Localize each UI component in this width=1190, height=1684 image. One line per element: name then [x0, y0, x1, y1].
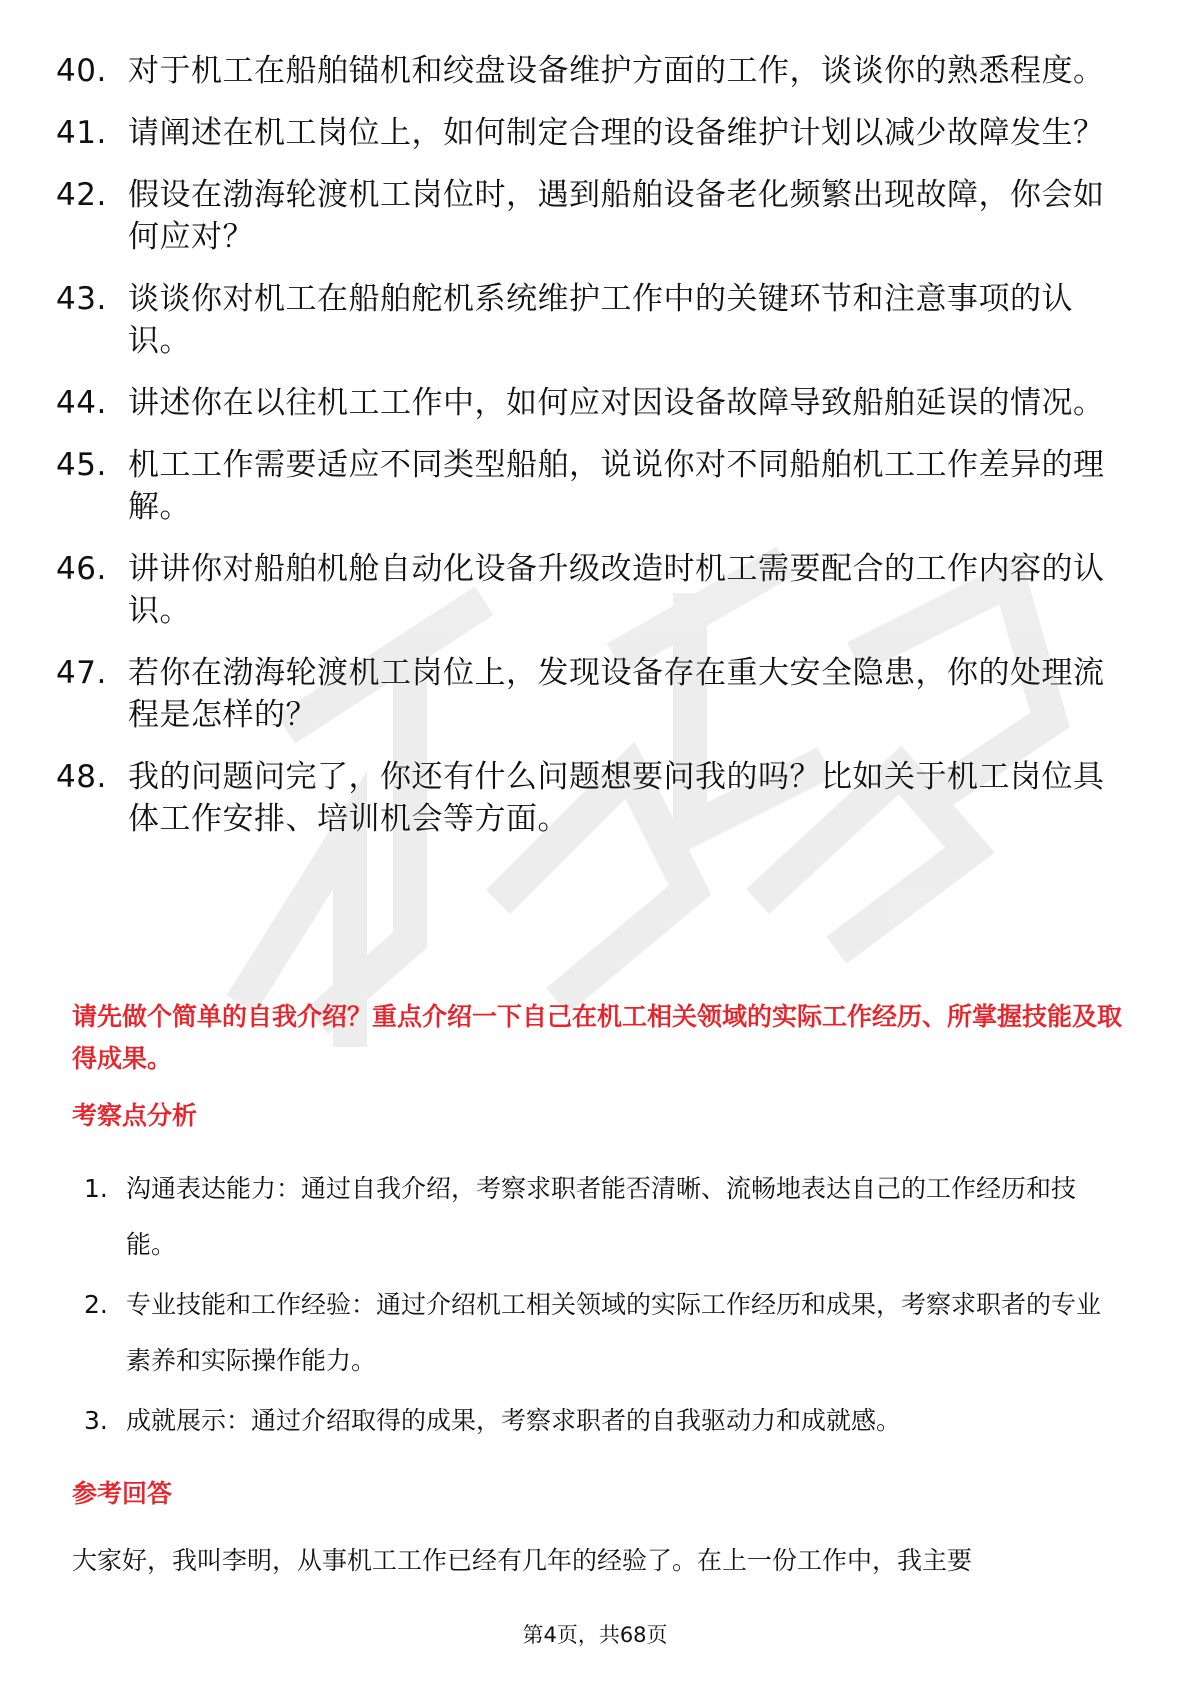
- analysis-number: 3.: [84, 1406, 108, 1435]
- question-item: [56, 278, 1116, 362]
- question-item: [56, 50, 1116, 92]
- question-number: 45.: [56, 447, 107, 483]
- question-number: 43.: [56, 281, 107, 317]
- question-text: 请阐述在机工岗位上，如何制定合理的设备维护计划以减少故障发生？: [128, 115, 1105, 151]
- question-number: 46.: [56, 551, 107, 587]
- question-item: [56, 756, 1116, 840]
- question-text: 我的问题问完了，你还有什么问题想要问我的吗？比如关于机工岗位具体工作安排、培训机会等方面。: [128, 759, 1105, 837]
- question-item: [56, 652, 1116, 736]
- question-text: 谈谈你对机工在船舶舵机系统维护工作中的关键环节和注意事项的认识。: [128, 281, 1073, 359]
- analysis-number: 1.: [84, 1174, 108, 1203]
- analysis-text: 专业技能和工作经验：通过介绍机工相关领域的实际工作经历和成果，考察求职者的专业素养和实际操作能力。: [126, 1290, 1102, 1375]
- question-text: 讲讲你对船舶机舱自动化设备升级改造时机工需要配合的工作内容的认识。: [128, 551, 1105, 629]
- question-item: [56, 174, 1116, 258]
- analysis-item: [84, 1277, 1124, 1389]
- featured-question-heading: 请先做个简单的自我介绍？重点介绍一下自己在机工相关领域的实际工作经历、所掌握技能及取得成果。: [72, 1002, 1123, 1073]
- question-text: 对于机工在船舶锚机和绞盘设备维护方面的工作，谈谈你的熟悉程度。: [128, 53, 1105, 89]
- question-number: 40.: [56, 53, 107, 89]
- answer-paragraph: 大家好，我叫李明，从事机工工作已经有几年的经验了。在上一份工作中，我主要: [72, 1546, 973, 1575]
- question-number: 41.: [56, 115, 107, 151]
- question-text: 若你在渤海轮渡机工岗位上，发现设备存在重大安全隐患，你的处理流程是怎样的？: [128, 655, 1105, 733]
- question-number: 42.: [56, 177, 107, 213]
- answer-heading: 参考回答: [72, 1479, 173, 1508]
- analysis-list: [84, 1161, 1124, 1453]
- question-number: 48.: [56, 759, 107, 795]
- question-item: [56, 382, 1116, 424]
- question-item: [56, 444, 1116, 528]
- question-text: 机工工作需要适应不同类型船舶，说说你对不同船舶机工工作差异的理解。: [128, 447, 1105, 525]
- analysis-heading: 考察点分析: [72, 1101, 198, 1130]
- analysis-number: 2.: [84, 1290, 108, 1319]
- question-item: [56, 112, 1116, 154]
- analysis-item: [84, 1393, 1124, 1449]
- question-text: 讲述你在以往机工工作中，如何应对因设备故障导致船舶延误的情况。: [128, 385, 1105, 421]
- analysis-item: [84, 1161, 1124, 1273]
- question-number: 47.: [56, 655, 107, 691]
- question-text: 假设在渤海轮渡机工岗位时，遇到船舶设备老化频繁出现故障，你会如何应对？: [128, 177, 1105, 255]
- question-item: [56, 548, 1116, 632]
- page-footer: 第4页，共68页: [522, 1623, 668, 1647]
- question-list: [56, 50, 1116, 860]
- question-number: 44.: [56, 385, 107, 421]
- analysis-text: 沟通表达能力：通过自我介绍，考察求职者能否清晰、流畅地表达自己的工作经历和技能。: [126, 1174, 1077, 1259]
- analysis-text: 成就展示：通过介绍取得的成果，考察求职者的自我驱动力和成就感。: [126, 1406, 902, 1435]
